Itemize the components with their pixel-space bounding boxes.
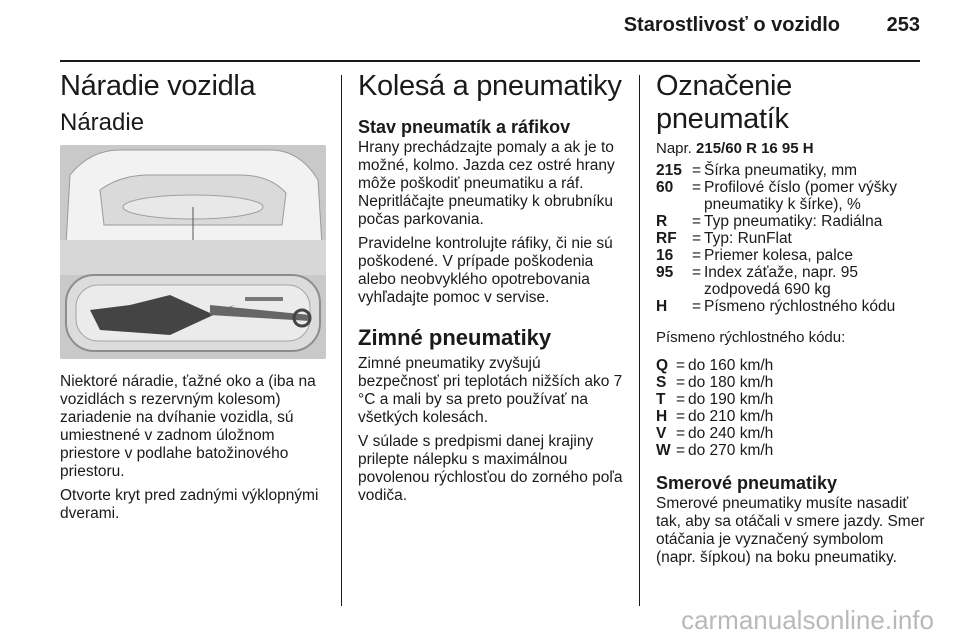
code-value: do 240 km/h xyxy=(688,425,774,442)
speed-intro: Písmeno rýchlostného kódu: xyxy=(656,329,846,346)
paragraph-directional: Smerové pneumatiky musíte nasadiť tak, aby sa otáčali v smere jazdy. Smer otáčania je vyznačený symbolom (napr. šípkou) na boku pneumatiky. xyxy=(656,495,925,566)
designation-list xyxy=(656,162,926,315)
designation-row xyxy=(656,230,926,247)
trunk-tools-illustration xyxy=(60,145,326,359)
example-prefix: Napr. xyxy=(656,140,692,157)
code-key: V xyxy=(656,425,667,442)
code-key: 95 xyxy=(656,264,674,281)
designation-row xyxy=(656,213,926,230)
equals-sign: = xyxy=(692,162,702,179)
speed-code-row xyxy=(656,391,926,408)
code-value: do 180 km/h xyxy=(688,374,774,391)
speed-code-row xyxy=(656,442,926,459)
code-value: Profilové číslo (pomer výšky pneumatiky k šírke), % xyxy=(704,179,897,213)
paragraph-kerbs: Hrany prechádzajte pomaly a ak je to možné, kolmo. Jazda cez ostré hrany môže poškodiť pneumatiku a ráf. Nepritláčajte pneumatiky k obrubníku počas parkovania. xyxy=(358,139,615,228)
code-key: 215 xyxy=(656,162,682,179)
column-2 xyxy=(358,70,624,511)
paragraph-check-rims: Pravidelne kontrolujte ráfiky, či nie sú poškodené. V prípade poškodenia alebo neobvyklého opotrebovania vyhľadajte pomoc v servise. xyxy=(358,235,613,306)
equals-sign: = xyxy=(676,374,686,391)
speed-code-list xyxy=(656,357,926,459)
equals-sign: = xyxy=(676,357,686,374)
equals-sign: = xyxy=(676,425,686,442)
column-divider-2 xyxy=(639,75,640,606)
column-3 xyxy=(656,70,926,573)
code-value: do 190 km/h xyxy=(688,391,774,408)
subheading-tyre-condition: Stav pneumatík a ráfikov xyxy=(358,117,571,137)
code-key: 16 xyxy=(656,247,674,264)
code-key: R xyxy=(656,213,668,230)
column-1 xyxy=(60,70,326,529)
section-title: Starostlivosť o vozidlo xyxy=(623,14,840,36)
example-code: 215/60 R 16 95 H xyxy=(696,140,814,157)
designation-row xyxy=(656,298,926,315)
paragraph-open-cover: Otvorte kryt pred zadnými výklopnými dverami. xyxy=(60,487,319,522)
equals-sign: = xyxy=(676,408,686,425)
code-key: W xyxy=(656,442,671,459)
equals-sign: = xyxy=(692,298,702,315)
code-value: Typ: RunFlat xyxy=(704,230,792,247)
paragraph-tools-location: Niektoré náradie, ťažné oko a (iba na vozidlách s rezervným kolesom) zariadenie na dvíhanie vozidla, sú umiestnené v zadnom úložnom priestore v podlahe batožinového priestoru. xyxy=(60,373,316,480)
column-divider-1 xyxy=(341,75,342,606)
designation-row xyxy=(656,247,926,264)
heading-winter-tyres: Zimné pneumatiky xyxy=(358,325,552,350)
speed-code-row xyxy=(656,374,926,391)
heading-vehicle-tools: Náradie vozidla xyxy=(60,70,256,102)
equals-sign: = xyxy=(676,442,686,459)
equals-sign: = xyxy=(692,230,702,247)
designation-row xyxy=(656,264,926,298)
equals-sign: = xyxy=(692,213,702,230)
code-key: T xyxy=(656,391,666,408)
equals-sign: = xyxy=(692,179,702,196)
example-line xyxy=(656,140,926,158)
equals-sign: = xyxy=(676,391,686,408)
page-header xyxy=(60,14,920,44)
subheading-directional-tyres: Smerové pneumatiky xyxy=(656,473,838,493)
speed-code-row xyxy=(656,425,926,442)
code-value: Priemer kolesa, palce xyxy=(704,247,854,264)
trunk-tools-icon xyxy=(60,145,326,359)
code-key: H xyxy=(656,298,668,315)
code-key: 60 xyxy=(656,179,674,196)
code-value: Písmeno rýchlostného kódu xyxy=(704,298,896,315)
speed-code-row xyxy=(656,357,926,374)
header-rule xyxy=(60,60,920,62)
equals-sign: = xyxy=(692,247,702,264)
code-key: S xyxy=(656,374,667,391)
speed-code-row xyxy=(656,408,926,425)
code-key: RF xyxy=(656,230,677,247)
code-key: Q xyxy=(656,357,669,374)
code-value: do 160 km/h xyxy=(688,357,774,374)
designation-row xyxy=(656,179,926,213)
equals-sign: = xyxy=(692,264,702,281)
designation-row xyxy=(656,162,926,179)
page-number: 253 xyxy=(886,14,920,36)
code-value: do 210 km/h xyxy=(688,408,774,425)
code-value: Typ pneumatiky: Radiálna xyxy=(704,213,883,230)
heading-wheels-tyres: Kolesá a pneumatiky xyxy=(358,70,622,102)
paragraph-speed-sticker: V súlade s predpismi danej krajiny prilepte nálepku s maximálnou povolenou rýchlosťou do zorného poľa vodiča. xyxy=(358,433,623,504)
code-key: H xyxy=(656,408,668,425)
heading-tools: Náradie xyxy=(60,109,145,136)
code-value: do 270 km/h xyxy=(688,442,774,459)
heading-tyre-designations: Označenie pneumatík xyxy=(656,70,792,135)
watermark: carmanualsonline.info xyxy=(681,605,934,635)
code-value: Index záťaže, napr. 95 zodpovedá 690 kg xyxy=(704,264,859,298)
paragraph-winter-safety: Zimné pneumatiky zvyšujú bezpečnosť pri teplotách nižších ako 7 °C a mali by sa preto používať na všetkých kolesách. xyxy=(358,355,623,426)
code-value: Šírka pneumatiky, mm xyxy=(704,162,858,179)
